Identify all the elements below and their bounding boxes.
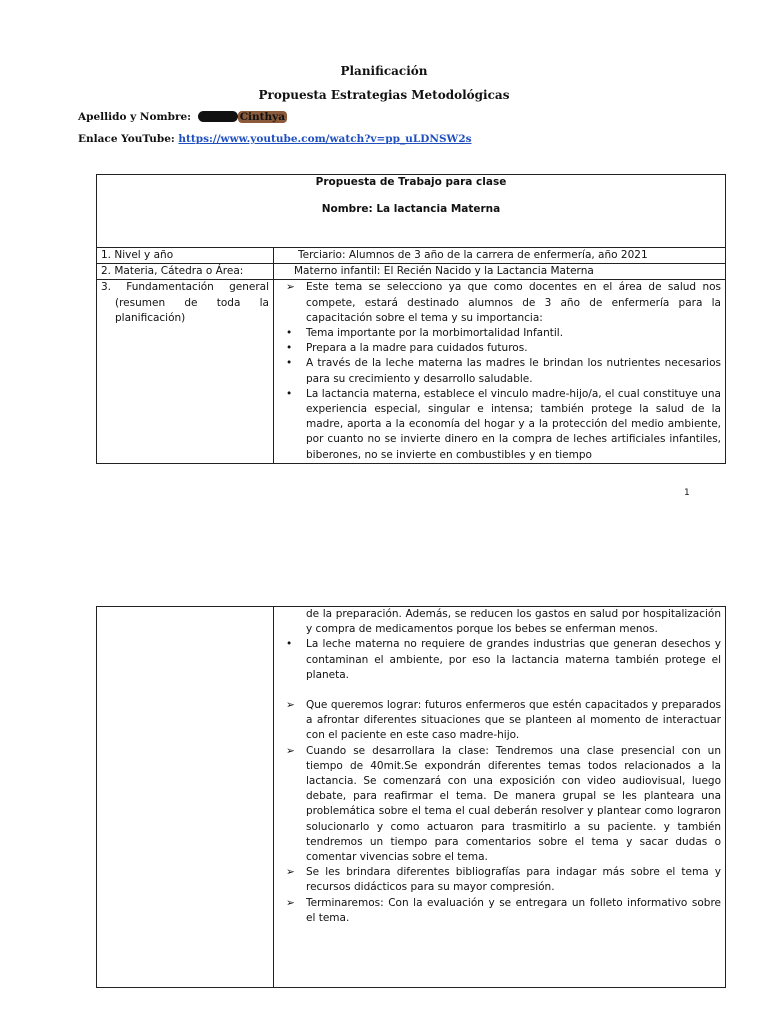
arrow-bullet-icon: ➢: [286, 896, 295, 909]
bullet-icon: •: [286, 327, 293, 340]
list-item-text: Que queremos lograr: futuros enfermeros que estén capacitados y preparados a afrontar diferentes situaciones que se planteen al momento de interactuar con el paciente en este caso madre-hijo.: [306, 699, 721, 742]
list-item: [278, 637, 721, 683]
table-row: [97, 264, 726, 280]
row-label-empty: [97, 607, 274, 988]
table-header: [97, 175, 726, 248]
name-label: Apellido y Nombre:: [78, 111, 192, 123]
list-item-text: Cuando se desarrollara la clase: Tendremos una clase presencial con un tiempo de 40mit.Se expondrán diferentes temas todos relacionados a la lactancia. Se comenzará con una exposición con video audiovisual, luego debate, para reafirmar el tema. De manera grupal se les planteara una problemática sobre el tema el cual deberán resolver y plantear como lograron solucionarlo y como actuaron para trasmitirlo a su paciente. y también tendremos un tiempo para comentarios sobre el tema y sacar dudas o comentar vivencias sobre el tema.: [306, 744, 721, 864]
row-label-foundation: 3. Fundamentación general (resumen de toda la planificación): [97, 280, 274, 463]
foundation-list-page2b: [278, 698, 721, 926]
list-item-text: Este tema se selecciono ya que como docentes en el área de salud nos compete, estará destinado alumnos de 3 año de enfermería para la capacitación sobre el tema y su importancia:: [306, 281, 721, 324]
plan-table-continued: [96, 606, 726, 988]
page-number: 1: [684, 488, 690, 498]
list-item-text: La lactancia materna, establece el vinculo madre-hijo/a, el cual constituye una experiencia especial, singular e intensa; también protege la salud de la madre, aporta a la economía del hogar y a la protección del medio ambiente, por cuanto no se invierte dinero en la compra de leches artificiales infantiles, biberones, no se invierte en combustibles y en tiempo: [306, 387, 721, 461]
row-value-subject: Materno infantil: El Recién Nacido y la Lactancia Materna: [274, 264, 726, 280]
plan-table: [96, 174, 726, 464]
list-item: [278, 698, 721, 744]
list-item: [278, 865, 721, 895]
table-row: [97, 280, 726, 463]
arrow-bullet-icon: ➢: [286, 744, 295, 757]
bullet-icon: •: [286, 638, 293, 651]
link-label: Enlace YouTube:: [78, 133, 175, 145]
bullet-icon: •: [286, 387, 293, 400]
list-item: [278, 326, 721, 341]
row-label-subject: 2. Materia, Cátedra o Área:: [97, 264, 274, 280]
document-title: Planificación: [340, 64, 428, 78]
foundation-list-page2a: [278, 637, 721, 683]
list-item-text: Se les brindara diferentes bibliografías para indagar más sobre el tema y recursos didácticos para su mayor compresión.: [306, 866, 721, 894]
arrow-bullet-icon: ➢: [286, 699, 295, 712]
list-item-text: Prepara a la madre para cuidados futuros.: [306, 342, 528, 355]
list-item: [278, 744, 721, 866]
row-value-foundation: [274, 280, 726, 463]
name-line: [78, 111, 287, 123]
document-subtitle: Propuesta Estrategias Metodológicas: [258, 88, 510, 102]
document-page-2: [0, 540, 768, 1024]
youtube-link[interactable]: https://www.youtube.com/watch?v=pp_uLDNSW2s: [178, 133, 472, 145]
list-item: [278, 387, 721, 463]
list-item-text: Terminaremos: Con la evaluación y se entregara un folleto informativo sobre el tema.: [306, 896, 721, 924]
bullet-icon: •: [286, 357, 293, 370]
table-row: [97, 607, 726, 988]
list-item: [278, 341, 721, 356]
bullet-icon: •: [286, 342, 293, 355]
list-item-text: Tema importante por la morbimortalidad Infantil.: [306, 327, 564, 340]
table-header-line1: Propuesta de Trabajo para clase: [315, 176, 507, 188]
foundation-list-page1: [278, 280, 721, 462]
row-value-continued: [274, 607, 726, 988]
table-row: [97, 248, 726, 264]
list-item-text: La leche materna no requiere de grandes industrias que generan desechos y contaminan el ambiente, por eso la lactancia materna también protege el planeta.: [306, 638, 721, 681]
row-label-level: 1. Nivel y año: [97, 248, 274, 264]
arrow-bullet-icon: ➢: [286, 281, 295, 294]
name-value: Cinthya: [239, 111, 286, 123]
table-header-line2: Nombre: La lactancia Materna: [321, 203, 501, 216]
continuation-text: de la preparación. Además, se reducen los gastos en salud por hospitalización y compra de medicamentos porque los bebes se enferman menos.: [306, 608, 721, 636]
list-item: [278, 896, 721, 926]
list-item: [278, 356, 721, 386]
row-value-level: Terciario: Alumnos de 3 año de la carrera de enfermería, año 2021: [274, 248, 726, 264]
link-line: [78, 133, 472, 145]
list-item-text: A través de la leche materna las madres le brindan los nutrientes necesarios para su crecimiento y desarrollo saludable.: [306, 357, 721, 385]
redacted-surname: [198, 111, 238, 122]
arrow-bullet-icon: ➢: [286, 866, 295, 879]
list-item: [278, 280, 721, 326]
